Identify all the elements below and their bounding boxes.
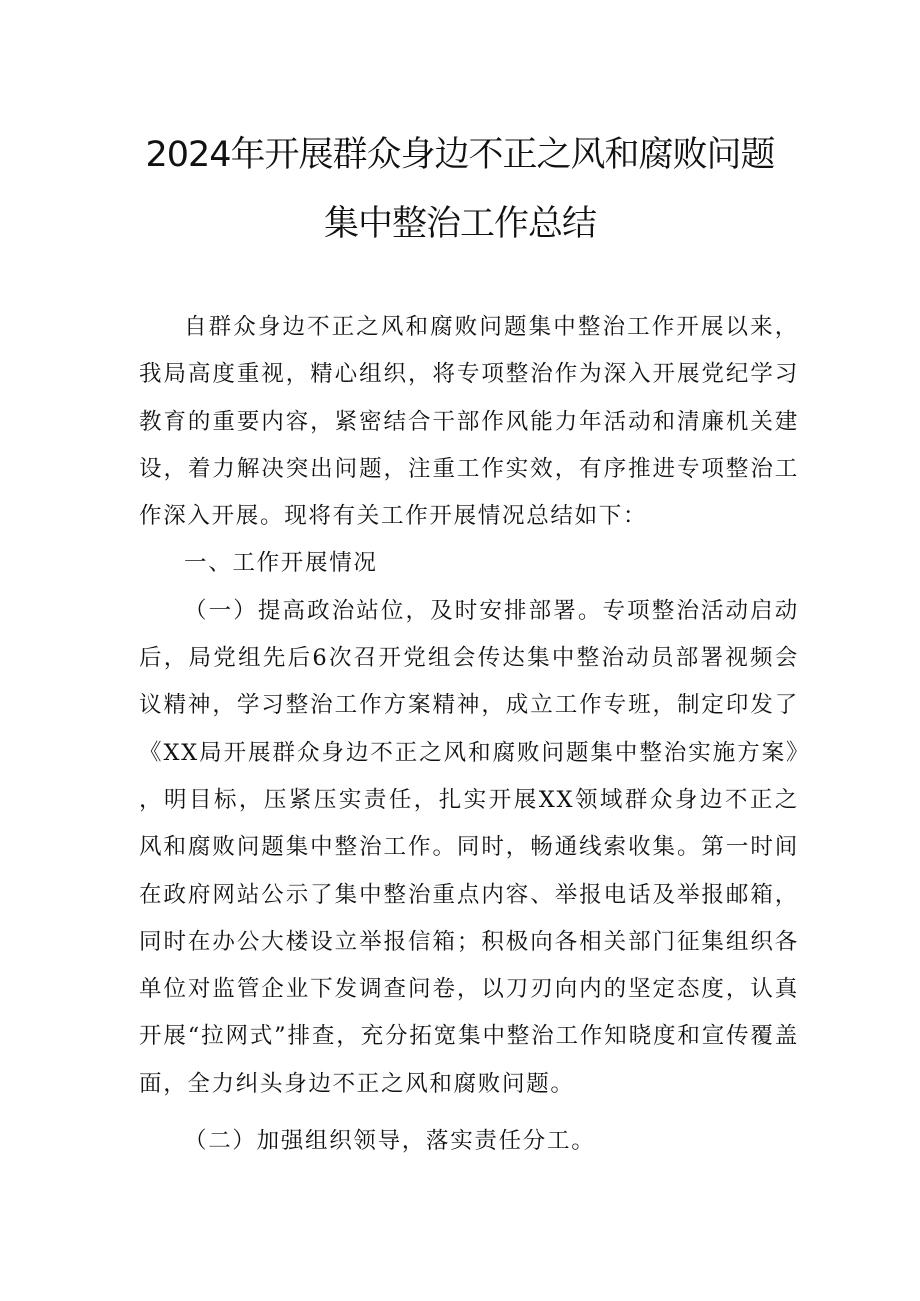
document-title-line-1: 2024年开展群众身边不正之风和腐败问题 bbox=[145, 135, 775, 175]
section-heading-1: 一、工作开展情况 bbox=[184, 550, 378, 577]
document-body bbox=[139, 304, 799, 1165]
subsection-1-paragraph: （一）提高政治站位，及时安排部署。专项整治活动启动后，局党组先后6次召开党组会传达集中整治动员部署视频会议精神，学习整治工作方案精神，成立工作专班，制定印发了《XX局开展群众身边不正之风和腐败问题集中整治实施方案》，明目标，压紧压实责任，扎实开展XX领域群众身边不正之风和腐败问题集中整治工作。同时，畅通线索收集。第一时间在政府网站公示了集中整治重点内容、举报电话及举报邮箱，同时在办公大楼设立举报信箱；积极向各相关部门征集组织各单位对监管企业下发调查问卷，以刀刃向内的坚定态度，认真开展“拉网式”排查，充分拓宽集中整治工作知晓度和宣传覆盖面，全力纠头身边不正之风和腐败问题。 bbox=[139, 597, 799, 1097]
subsection-heading-2: （二）加强组织领导，落实责任分工。 bbox=[184, 1128, 596, 1155]
intro-paragraph: 自群众身边不正之风和腐败问题集中整治工作开展以来，我局高度重视，精心组织，将专项整治作为深入开展党纪学习教育的重要内容，紧密结合干部作风能力年活动和清廉机关建设，着力解决突出问题，注重工作实效，有序推进专项整治工作深入开展。现将有关工作开展情况总结如下： bbox=[139, 314, 799, 530]
document-title-line-2: 集中整治工作总结 bbox=[323, 204, 596, 244]
